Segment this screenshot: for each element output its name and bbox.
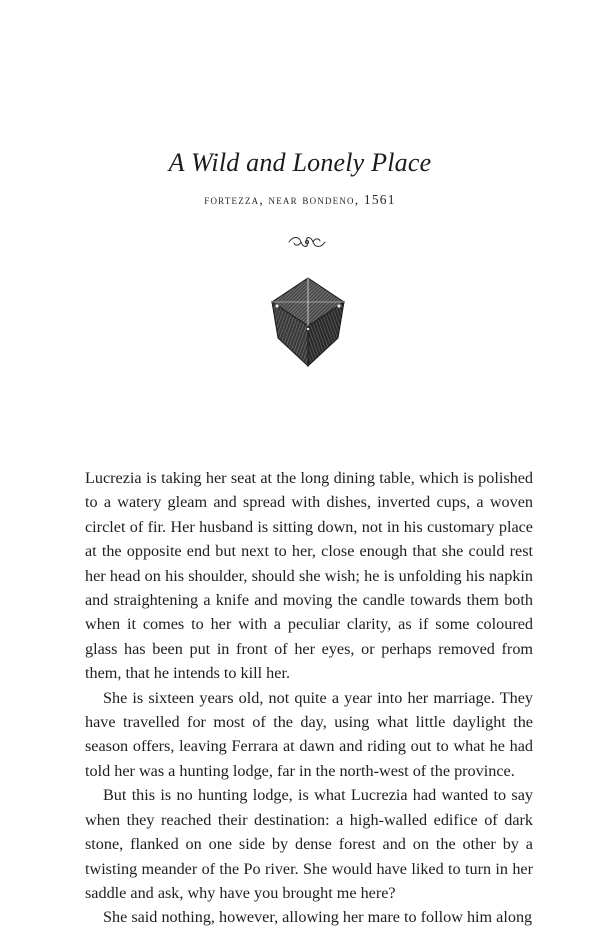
paragraph: She is sixteen years old, not quite a year into her marriage. They have travelled for most of the day, using what little daylight the season offers, leaving Ferrara at dawn and riding out to what he had told her was a hunting lodge, far in the north-west of the province. xyxy=(85,688,533,780)
paragraph: Lucrezia is taking her seat at the long dining table, which is polished to a watery gleam and spread with dishes, inverted cups, a woven circlet of fir. Her husband is sitting down, not in his customary place at the opposite end but next to her, close enough that she could rest her head on his shoulder, should she wish; he is unfolding his napkin and straightening a knife and moving the candle towards them both when it comes to her with a peculiar clarity, as if some coloured glass has been put in front of her eyes, or perhaps removed from them, that he intends to kill her. xyxy=(85,469,533,683)
flourish-icon xyxy=(287,234,327,250)
fortress-ornament-icon xyxy=(270,276,346,368)
paragraph: But this is no hunting lodge, is what Lucrezia had wanted to say when they reached their destination: a high-walled edifice of dark stone, flanked on one side by dense forest and on the other by a twisting meander of the Po river. She would have liked to turn in her saddle and ask, why have you brought me here? xyxy=(85,786,533,902)
chapter-title: A Wild and Lonely Place xyxy=(168,148,432,177)
paragraph: She said nothing, however, allowing her mare to follow him along xyxy=(103,908,533,927)
chapter-subtitle: fortezza, near bondeno, 1561 xyxy=(204,192,396,207)
chapter-body xyxy=(85,466,533,930)
